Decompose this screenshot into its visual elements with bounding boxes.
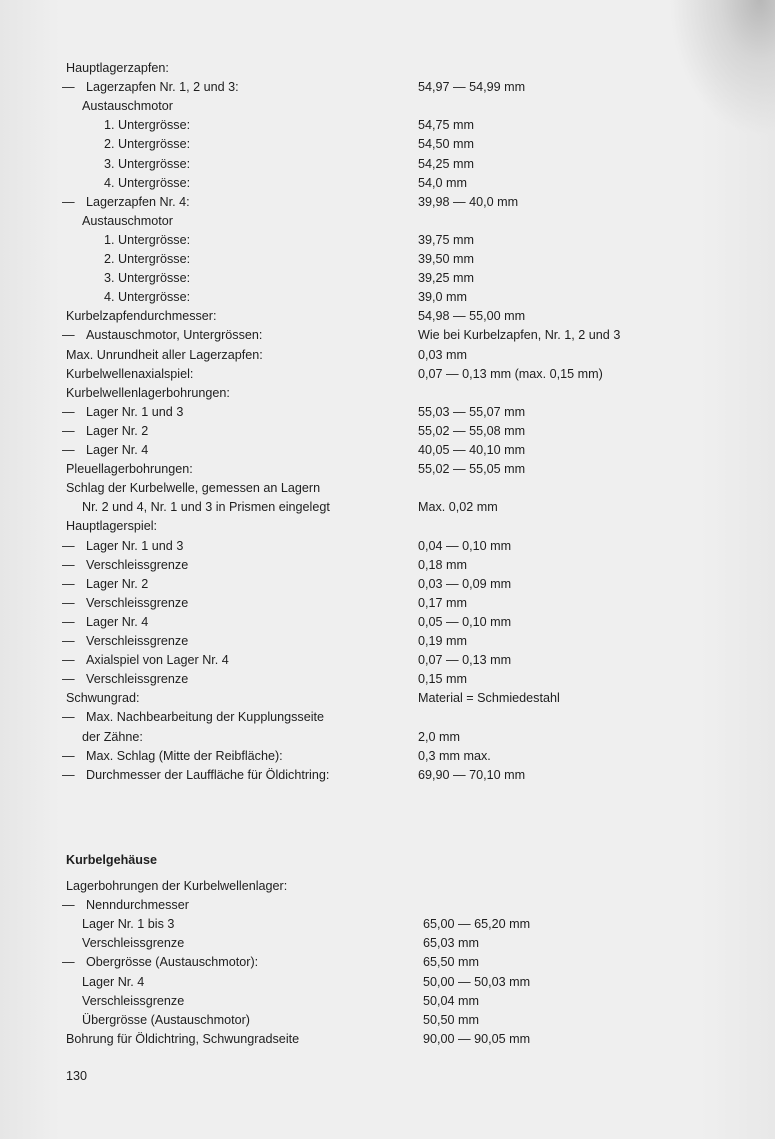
spec-label: Durchmesser der Lauffläche für Öldichtring: <box>86 768 330 782</box>
spec-row <box>0 896 775 915</box>
spec-value: 55,02 — 55,08 mm <box>418 424 526 438</box>
spec-row <box>0 97 775 116</box>
spec-row <box>0 1030 775 1049</box>
spec-row <box>0 174 775 193</box>
list-dash: — <box>62 80 75 94</box>
spec-row <box>0 766 775 785</box>
spec-label: Kurbelwellenlagerbohrungen: <box>66 386 230 400</box>
section-heading: Kurbelgehäuse <box>66 853 157 867</box>
spec-label: Lager Nr. 2 <box>86 577 149 591</box>
spec-value: 50,04 mm <box>423 994 479 1008</box>
spec-value: 54,97 — 54,99 mm <box>418 80 526 94</box>
spec-row <box>0 594 775 613</box>
spec-value: 0,17 mm <box>418 596 467 610</box>
spec-label: Übergrösse (Austauschmotor) <box>82 1013 250 1027</box>
spec-label: 1. Untergrösse: <box>104 233 191 247</box>
spec-value: Material = Schmiedestahl <box>418 691 560 705</box>
spec-row <box>0 269 775 288</box>
spec-label: der Zähne: <box>82 730 143 744</box>
spec-value: 69,90 — 70,10 mm <box>418 768 526 782</box>
spec-label: 2. Untergrösse: <box>104 252 191 266</box>
spec-row <box>0 728 775 747</box>
spec-value: 40,05 — 40,10 mm <box>418 443 526 457</box>
spec-value: 39,50 mm <box>418 252 474 266</box>
spec-label: Austauschmotor, Untergrössen: <box>86 328 263 342</box>
spec-row <box>0 422 775 441</box>
spec-value: 54,75 mm <box>418 118 474 132</box>
spec-row <box>0 460 775 479</box>
spec-row <box>0 155 775 174</box>
spec-row <box>0 498 775 517</box>
spec-value: 54,25 mm <box>418 157 474 171</box>
list-dash: — <box>62 443 75 457</box>
spec-label: Lager Nr. 2 <box>86 424 149 438</box>
spec-label: Lager Nr. 4 <box>82 975 145 989</box>
list-dash: — <box>62 955 75 969</box>
list-dash: — <box>62 596 75 610</box>
spec-value: 0,03 — 0,09 mm <box>418 577 512 591</box>
spec-value: 0,07 — 0,13 mm (max. 0,15 mm) <box>418 367 603 381</box>
spec-label: Nenndurchmesser <box>86 898 189 912</box>
spec-value: 0,3 mm max. <box>418 749 491 763</box>
spec-row <box>0 307 775 326</box>
spec-value: 50,50 mm <box>423 1013 479 1027</box>
spec-label: Pleuellagerbohrungen: <box>66 462 193 476</box>
spec-value: 39,75 mm <box>418 233 474 247</box>
spec-row <box>0 670 775 689</box>
spec-label: Nr. 2 und 4, Nr. 1 und 3 in Prismen eingelegt <box>82 500 330 514</box>
spec-label: Verschleissgrenze <box>86 596 189 610</box>
spec-label: 3. Untergrösse: <box>104 157 191 171</box>
spec-label: 1. Untergrösse: <box>104 118 191 132</box>
spec-row <box>0 537 775 556</box>
list-dash: — <box>62 615 75 629</box>
spec-label: Lagerzapfen Nr. 1, 2 und 3: <box>86 80 239 94</box>
spec-label: Obergrösse (Austauschmotor): <box>86 955 259 969</box>
spec-row <box>0 250 775 269</box>
spec-value: 0,07 — 0,13 mm <box>418 653 512 667</box>
spec-value: Max. 0,02 mm <box>418 500 498 514</box>
spec-row <box>0 231 775 250</box>
list-dash: — <box>62 653 75 667</box>
spec-label: Kurbelwellenaxialspiel: <box>66 367 194 381</box>
spec-label: Hauptlagerspiel: <box>66 519 158 533</box>
spec-value: 0,05 — 0,10 mm <box>418 615 512 629</box>
spec-label: Verschleissgrenze <box>86 634 189 648</box>
spec-row <box>0 346 775 365</box>
spec-label: Axialspiel von Lager Nr. 4 <box>86 653 229 667</box>
spec-label: Max. Nachbearbeitung der Kupplungsseite <box>86 710 325 724</box>
spec-label: Lagerzapfen Nr. 4: <box>86 195 190 209</box>
spec-label: Kurbelzapfendurchmesser: <box>66 309 217 323</box>
spec-label: Lager Nr. 4 <box>86 443 149 457</box>
spec-row <box>0 613 775 632</box>
spec-label: Schlag der Kurbelwelle, gemessen an Lagern <box>66 481 321 495</box>
spec-label: Verschleissgrenze <box>86 672 189 686</box>
spec-row <box>0 708 775 727</box>
spec-row <box>0 575 775 594</box>
spec-value: 65,50 mm <box>423 955 479 969</box>
spec-value: 54,0 mm <box>418 176 467 190</box>
spec-label: Verschleissgrenze <box>82 994 185 1008</box>
list-dash: — <box>62 405 75 419</box>
spec-row <box>0 556 775 575</box>
spec-label: Verschleissgrenze <box>82 936 185 950</box>
spec-row <box>0 1011 775 1030</box>
spec-label: 2. Untergrösse: <box>104 137 191 151</box>
list-dash: — <box>62 577 75 591</box>
spec-label: Bohrung für Öldichtring, Schwungradseite <box>66 1032 300 1046</box>
spec-value: 2,0 mm <box>418 730 460 744</box>
list-dash: — <box>62 424 75 438</box>
spec-value: 0,15 mm <box>418 672 467 686</box>
spec-row <box>0 953 775 972</box>
list-dash: — <box>62 672 75 686</box>
spec-row <box>0 326 775 345</box>
list-dash: — <box>62 768 75 782</box>
list-dash: — <box>62 539 75 553</box>
spec-label: Max. Unrundheit aller Lagerzapfen: <box>66 348 263 362</box>
spec-row <box>0 689 775 708</box>
spec-label: Lager Nr. 1 bis 3 <box>82 917 175 931</box>
spec-row <box>0 135 775 154</box>
spec-value: 39,98 — 40,0 mm <box>418 195 519 209</box>
spec-value: 55,02 — 55,05 mm <box>418 462 526 476</box>
spec-row <box>0 78 775 97</box>
spec-row <box>0 441 775 460</box>
spec-label: 4. Untergrösse: <box>104 176 191 190</box>
spec-row <box>0 915 775 934</box>
spec-row <box>0 877 775 896</box>
spec-row <box>0 479 775 498</box>
list-dash: — <box>62 710 75 724</box>
spec-value: 39,25 mm <box>418 271 474 285</box>
spec-row <box>0 651 775 670</box>
spec-row <box>0 384 775 403</box>
spec-label: Lager Nr. 1 und 3 <box>86 539 184 553</box>
spec-value: 50,00 — 50,03 mm <box>423 975 531 989</box>
spec-value: 0,18 mm <box>418 558 467 572</box>
spec-label: 3. Untergrösse: <box>104 271 191 285</box>
spec-row <box>0 193 775 212</box>
spec-label: Hauptlagerzapfen: <box>66 61 169 75</box>
spec-label: Max. Schlag (Mitte der Reibfläche): <box>86 749 283 763</box>
spec-row <box>0 212 775 231</box>
spec-row <box>0 973 775 992</box>
spec-label: Schwungrad: <box>66 691 140 705</box>
list-dash: — <box>62 898 75 912</box>
spec-row <box>0 403 775 422</box>
spec-row <box>0 632 775 651</box>
spec-row <box>0 365 775 384</box>
spec-label: Lager Nr. 4 <box>86 615 149 629</box>
list-dash: — <box>62 749 75 763</box>
section-heading-row <box>0 851 775 870</box>
spec-label: Lager Nr. 1 und 3 <box>86 405 184 419</box>
spec-label: Lagerbohrungen der Kurbelwellenlager: <box>66 879 288 893</box>
spec-value: 55,03 — 55,07 mm <box>418 405 526 419</box>
spec-value: 0,04 — 0,10 mm <box>418 539 512 553</box>
spec-value: Wie bei Kurbelzapfen, Nr. 1, 2 und 3 <box>418 328 621 342</box>
spec-row <box>0 992 775 1011</box>
spec-label: Austauschmotor <box>82 214 173 228</box>
page-number: 130 <box>66 1069 88 1083</box>
spec-row <box>0 288 775 307</box>
spec-label: 4. Untergrösse: <box>104 290 191 304</box>
spec-label: Austauschmotor <box>82 99 173 113</box>
spec-value: 0,19 mm <box>418 634 467 648</box>
list-dash: — <box>62 558 75 572</box>
list-dash: — <box>62 634 75 648</box>
spec-row <box>0 59 775 78</box>
spec-row <box>0 116 775 135</box>
list-dash: — <box>62 195 75 209</box>
spec-value: 90,00 — 90,05 mm <box>423 1032 531 1046</box>
spec-row <box>0 934 775 953</box>
spec-value: 54,98 — 55,00 mm <box>418 309 526 323</box>
spec-value: 54,50 mm <box>418 137 474 151</box>
spec-label: Verschleissgrenze <box>86 558 189 572</box>
spec-value: 65,03 mm <box>423 936 479 950</box>
spec-value: 39,0 mm <box>418 290 467 304</box>
spec-row <box>0 517 775 536</box>
spec-row <box>0 747 775 766</box>
spec-value: 65,00 — 65,20 mm <box>423 917 531 931</box>
list-dash: — <box>62 328 75 342</box>
spec-value: 0,03 mm <box>418 348 467 362</box>
